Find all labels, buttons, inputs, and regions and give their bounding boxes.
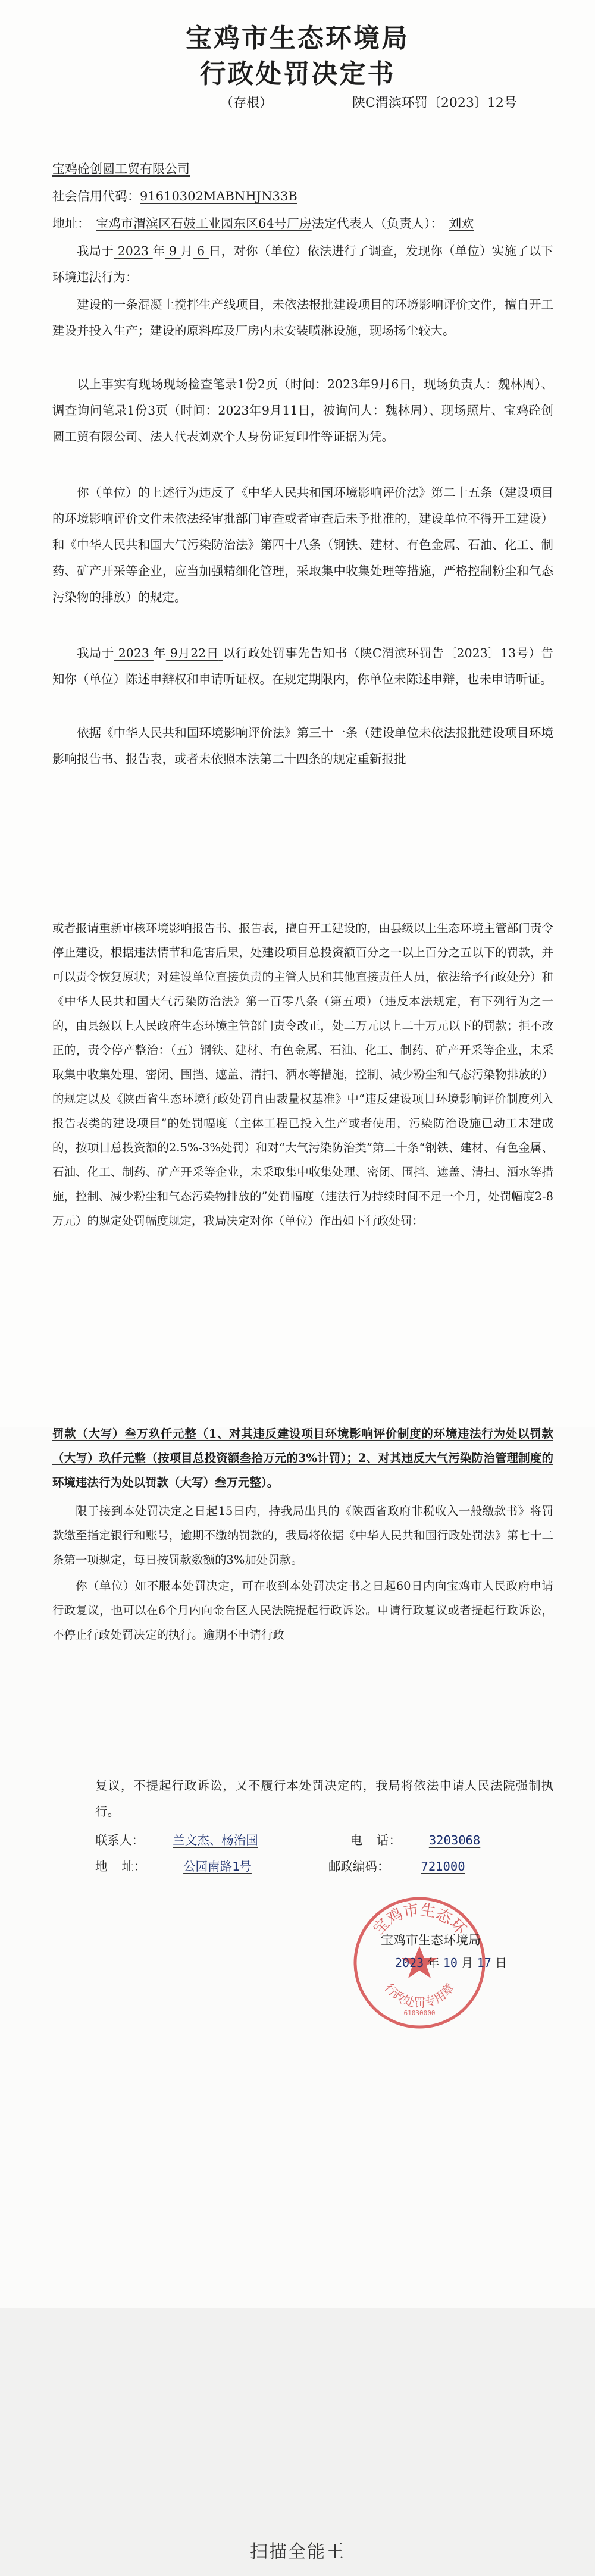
stub-label: （存根）: [220, 96, 273, 111]
scanner-footer: [0, 2308, 595, 2576]
scanner-app-label: 扫描全能王: [250, 2542, 345, 2562]
party-name: 宝鸡砼创圆工贸有限公司: [52, 162, 190, 176]
evidence-paragraph: 以上事实有现场现场检查笔录1份2页（时间：2023年9月6日，现场负责人：魏林周）、调查询问笔录1份3页（时间：2023年9月11日，被询问人：魏林周）、现场照片、宝鸡砼创圆工贸有限公司、法人代表刘欢个人身份证复印件等证据为凭。: [52, 377, 553, 444]
appeal-continuation: 复议，不提起行政诉讼，又不履行本处罚决定的，我局将依法申请人民法院强制执行。: [95, 1778, 553, 1819]
signing-organization: 宝鸡市生态环境局: [381, 1933, 481, 1947]
address-contact-line: 地 址： 公园南路1号 邮政编码： 721000: [95, 1859, 465, 1874]
svg-text:宝鸡市生态环: 宝鸡市生态环: [369, 1901, 469, 1939]
violation-paragraph: 建设的一条混凝土搅拌生产线项目，未依法报批建设项目的环境影响评价文件，擅自开工建设并投入生产；建设的原料库及厂房内未安装喷淋设施，现场扬尘较大。: [52, 297, 553, 338]
title-line2: 行政处罚决定书: [199, 59, 396, 89]
contact-line: 联系人： 兰文杰、杨治国 电 话： 3203068: [95, 1833, 481, 1847]
title-line1: 宝鸡市生态环境局: [186, 23, 409, 54]
page-1: [0, 0, 595, 892]
page-2: [0, 892, 595, 1427]
signing-date: 2023 年 10 月 17 日: [395, 1956, 508, 1970]
notice-paragraph: 我局于 2023 年 9月22日 以行政处罚事先告知书（陕C渭滨环罚告〔2023〕13号）告知你（单位）陈述申辩权和申请听证权。在规定期限内，你单位未陈述申辩，也未申请听证。: [52, 646, 553, 686]
payment-paragraph: 限于接到本处罚决定之日起15日内，持我局出具的《陕西省政府非税收入一般缴款书》将罚款缴至指定银行和账号，逾期不缴纳罚款的，我局将依据《中华人民共和国行政处罚法》第七十二条第一项规定，每日按罚款数额的3%加处罚款。: [52, 1504, 553, 1567]
law-paragraph: 你（单位）的上述行为违反了《中华人民共和国环境影响评价法》第二十五条（建设项目的环境影响评价文件未依法经审批部门审查或者审查后未予批准的，建设单位不得开工建设）和《中华人民共和国大气污染防治法》第四十八条（钢铁、建材、有色金属、石油、化工、制药、矿产开采等企业，应当加强精细化管理，采取集中收集处理等措施，严格控制粉尘和气态污染物的排放）的规定。: [52, 485, 553, 604]
credit-code-line: 社会信用代码：91610302MABNHJN33B: [52, 189, 298, 203]
basis-paragraph-part2: 或者报请重新审核环境影响报告书、报告表，擅自开工建设的，由县级以上生态环境主管部门责令停止建设，根据违法情节和危害后果，处建设项目总投资额百分之一以上百分之五以下的罚款，并可以责令恢复原状；对建设单位直接负责的主管人员和其他直接责任人员，依法给予行政处分）和《中华人民共和国大气污染防治法》第一百零八条（第五项）（违反本法规定，有下列行为之一的，由县级以上人民政府生态环境主管部门责令改正，处二万元以上二十万元以下的罚款；拒不改正的，责令停产整治：（五）钢铁、建材、有色金属、石油、化工、制药、矿产开采等企业，未采取集中收集处理、密闭、围挡、遮盖、清扫、洒水等措施，控制、减少粉尘和气态污染物排放的）的规定以及《陕西省生态环境行政处罚自由裁量权基准》中“违反建设项目环境影响评价制度列入报告表类的建设项目”的处罚幅度（主体工程已投入生产或者使用，污染防治设施已动工未建成的，按项目总投资额的2.5%-3%处罚）和对“大气污染防治类”第二十条“钢铁、建材、有色金属、石油、化工、制药、矿产开采等企业，未采取集中收集处理、密闭、围挡、遮盖、清扫、洒水等措施，控制、减少粉尘和气态污染物排放的”处罚幅度（违法行为持续时间不足一个月，处罚幅度2-8万元）的规定处罚幅度规定，我局决定对你（单位）作出如下行政处罚：: [52, 921, 553, 1228]
svg-text:61030000: 61030000: [403, 2009, 436, 2017]
penalty-paragraph: 罚款（大写）叁万玖仟元整（1、对其违反建设项目环境影响评价制度的环境违法行为处以罚款（大写）玖仟元整（按项目总投资额叁拾万元的3%计罚）；2、对其违反大气污染防治管理制度的环境违法行为处以罚款（大写）叁万元整）。: [52, 1427, 553, 1489]
appeal-paragraph: 你（单位）如不服本处罚决定，可在收到本处罚决定书之日起60日内向宝鸡市人民政府申请行政复议，也可以在6个月内向金台区人民法院提起行政诉讼。申请行政复议或者提起行政诉讼，不停止行政处罚决定的执行。逾期不申请行政: [52, 1579, 553, 1642]
address-line: 地址： 宝鸡市渭滨区石鼓工业园东区64号厂房法定代表人（负责人）： 刘欢: [52, 217, 474, 231]
basis-paragraph-part1: 依据《中华人民共和国环境影响评价法》第三十一条（建设单位未依法报批建设项目环境影响报告书、报告表，或者未依照本法第二十四条的规定重新报批: [52, 726, 553, 766]
svg-text:行政处罚专用章: 行政处罚专用章: [381, 1980, 458, 2010]
doc-number: 陕C渭滨环罚〔2023〕12号: [352, 96, 517, 111]
investigation-paragraph: 我局于 2023 年 9 月 6 日，对你（单位）依法进行了调查，发现你（单位）实施了以下环境违法行为：: [52, 244, 553, 284]
